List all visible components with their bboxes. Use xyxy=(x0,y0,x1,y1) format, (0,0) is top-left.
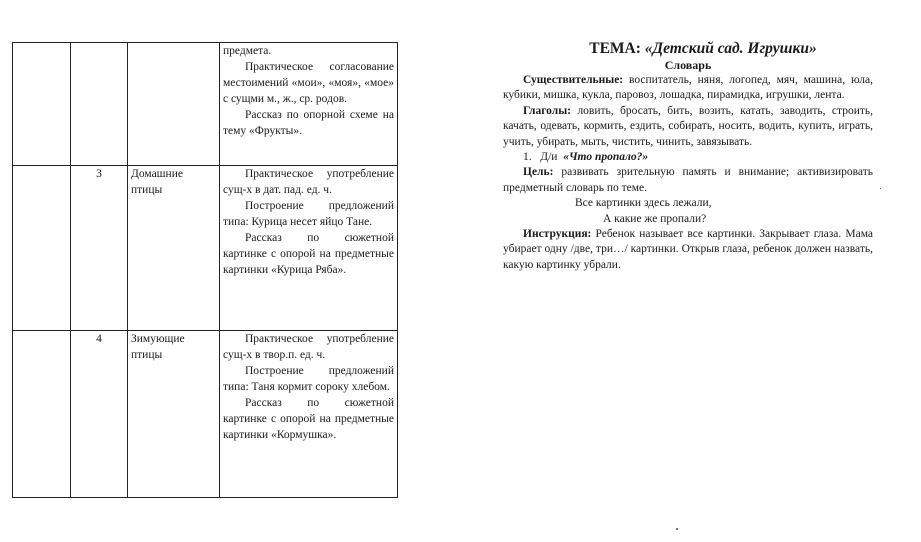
blank-cell xyxy=(13,43,71,166)
nouns-text: воспитатель, няня, логопед, мяч, машина, юла, кубики, мишка, кукла, паровоз, лошадка, пирамидка, игрушки, лента. xyxy=(503,74,873,102)
blank-cell xyxy=(13,331,71,498)
verbs-label: Глаголы: xyxy=(523,104,572,117)
theme-prefix: ТЕМА: xyxy=(589,40,641,57)
content-paragraph: Рассказ по сюжетной картинке с опорой на предметные картинки «Курица Ряба». xyxy=(223,232,394,276)
row-topic: Зимующие птицы xyxy=(128,331,220,498)
left-page xyxy=(12,42,397,498)
scan-speck xyxy=(676,528,678,530)
content-paragraph: Построение предложений типа: Таня кормит сороку хлебом. xyxy=(223,365,394,393)
content-paragraph: Построение предложений типа: Курица несет яйцо Тане. xyxy=(223,200,394,228)
poem-line: А какие же пропали? xyxy=(603,212,707,225)
poem-line: Все картинки здесь лежали, xyxy=(575,197,712,210)
table-row xyxy=(13,43,398,166)
row-content xyxy=(220,43,398,166)
theme-title xyxy=(533,40,873,58)
table-row xyxy=(13,331,398,498)
goal-paragraph xyxy=(503,165,873,196)
row-topic xyxy=(128,43,220,166)
content-paragraph: предмета. xyxy=(223,45,272,57)
goal-label: Цель: xyxy=(523,166,554,179)
content-paragraph: Рассказ по опорной схеме на тему «Фрукты». xyxy=(223,109,394,137)
right-page xyxy=(503,40,873,273)
instruction-text: Ребенок называет все картинки. Закрывает глаза. Мама убирает одну /две, три…/ картинки. Открыв глаза, ребенок должен назвать, какую картинку убрали. xyxy=(503,228,874,271)
verbs-text: ловить, бросать, бить, возить, катать, заводить, строить, качать, одевать, кормить, ездить, собирать, носить, водить, купить, играть, учить, убирать, мыть, чистить, чинить, завязывать. xyxy=(503,104,873,148)
nouns-label: Существительные: xyxy=(523,74,624,86)
instruction-paragraph xyxy=(503,227,873,273)
scan-speck xyxy=(880,188,881,189)
content-paragraph: Рассказ по сюжетной картинке с опорой на предметные картинки «Кормушка». xyxy=(223,397,394,441)
verbs-paragraph xyxy=(503,104,873,150)
row-number xyxy=(71,43,128,166)
game-title: «Что пропало?» xyxy=(563,151,649,164)
blank-cell xyxy=(13,166,71,331)
content-paragraph: Практическое согласование местоимений «мои», «моя», «мое» с сущми м., ж., ср. родов. xyxy=(223,61,394,105)
row-topic: Домашние птицы xyxy=(128,166,220,331)
vocabulary-heading: Словарь xyxy=(664,58,712,72)
row-content xyxy=(220,331,398,498)
row-number: 4 xyxy=(71,331,128,498)
instruction-label: Инструкция: xyxy=(523,228,592,241)
content-paragraph: Практическое употребление сущ-х в твор.п. ед. ч. xyxy=(223,333,394,361)
content-paragraph: Практическое употребление сущ-х в дат. пад. ед. ч. xyxy=(223,168,394,196)
row-content xyxy=(220,166,398,331)
game-heading xyxy=(503,150,873,165)
table-row xyxy=(13,166,398,331)
game-prefix: Д/и xyxy=(540,151,558,164)
nouns-paragraph xyxy=(503,73,873,104)
theme-name: «Детский сад. Игрушки» xyxy=(644,40,817,57)
row-number: 3 xyxy=(71,166,128,331)
lesson-plan-table xyxy=(12,42,398,498)
goal-text: развивать зрительную память и внимание; активизировать предметный словарь по теме. xyxy=(503,166,873,194)
game-number: 1. xyxy=(523,151,532,164)
